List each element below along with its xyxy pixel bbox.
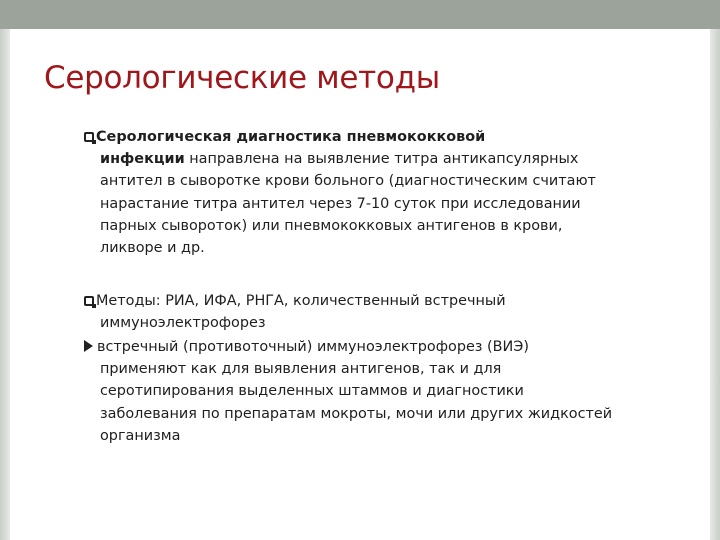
- square-bullet-icon: [84, 132, 94, 142]
- square-bullet-icon: [84, 296, 94, 306]
- para3-line3-text: серотипирования выделенных штаммов и диагностики: [100, 383, 524, 400]
- para3-line4-text: заболевания по препаратам мокроты, мочи или других жидкостей: [100, 405, 613, 422]
- left-side-bar: [0, 29, 10, 540]
- arrow-bullet-icon: [84, 340, 93, 352]
- para3-line5-text: организма: [100, 427, 181, 444]
- right-side-bar: [710, 29, 720, 540]
- top-band: [0, 0, 720, 29]
- para3-line2-text: применяют как для выявления антигенов, так и для: [100, 361, 502, 378]
- slide-title: Серологические методы: [44, 60, 440, 96]
- paragraph-counter-immunoelectrophoresis: [84, 336, 689, 447]
- paragraph-serological-diagnosis: [84, 126, 689, 259]
- para1-line5-text: парных сывороток) или пневмококковых антигенов в крови,: [100, 217, 563, 234]
- slide-canvas: [0, 29, 720, 540]
- paragraph-methods: [84, 290, 689, 334]
- para1-line1-bold: Серологическая диагностика пневмококковой: [96, 129, 486, 145]
- para3-line1-text: встречный (противоточный) иммуноэлектрофорез (ВИЭ): [97, 339, 529, 355]
- para2-line1-text: Методы: РИА, ИФА, РНГА, количественный встречный: [96, 293, 506, 309]
- para1-line4-text: нарастание титра антител через 7-10 суток при исследовании: [100, 195, 581, 212]
- para1-line3-text: антител в сыворотке крови больного (диагностическим считают: [100, 173, 596, 190]
- para1-line2-bold: инфекции: [100, 151, 185, 168]
- para2-line2-text: иммуноэлектрофорез: [100, 315, 266, 332]
- para1-line2-text: направлена на выявление титра антикапсулярных: [184, 151, 579, 168]
- para1-line6-text: ликворе и др.: [100, 240, 205, 257]
